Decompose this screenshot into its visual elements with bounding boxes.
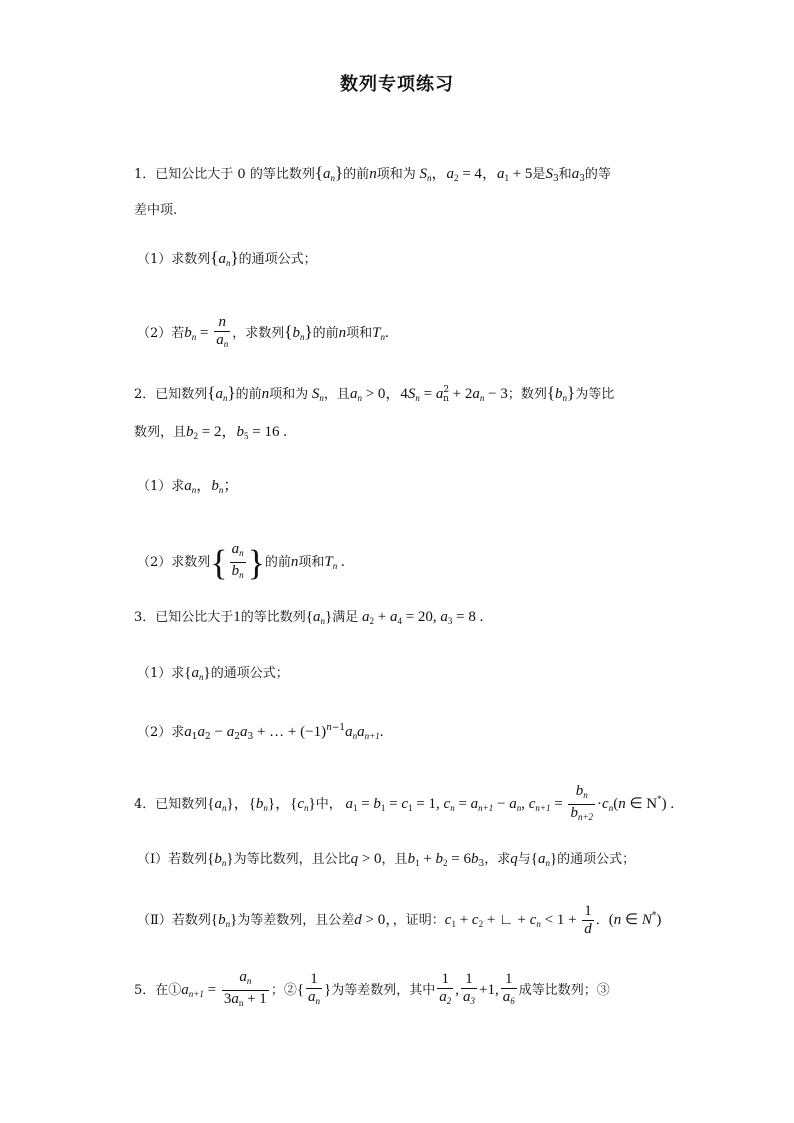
q4p2-text: 为等差数列，且公差 — [237, 913, 355, 928]
q5-text: 为等差数列，其中 — [331, 983, 436, 998]
q1-text: 项和为 — [376, 167, 416, 182]
q1p1-text: 求数列 — [171, 252, 211, 267]
q3-text: 满足 — [332, 610, 359, 625]
question-1-part-2: （2）若$b_n$ = $\frac{n}{a_n}$ ，求数列$\{b_n\}$的前n项和$T_n$. — [137, 314, 389, 353]
question-2-line-1: 2．已知数列$\{a_n\}$的前n项和为 $S_n$，且$a_n > 0$，$4S_n = a^2_n + 2a_n - 3$；数列$\{b_n\}$为等比 — [134, 383, 615, 404]
part-label: （2） — [137, 555, 172, 570]
fraction-1-over-d: $\frac{1}{d}$ — [584, 903, 592, 937]
question-4-number: 4． — [134, 797, 156, 812]
fraction-1-over-a3: $\frac{1}{a_3}$ — [463, 971, 475, 1006]
q2-text: 的前 — [235, 387, 262, 402]
q3-text: 已知公比大于 — [155, 610, 234, 625]
question-3-number: 3． — [134, 610, 156, 625]
q5-text: 在① — [155, 983, 182, 998]
q2-text: 已知数列 — [155, 387, 208, 402]
q2p1-text: 求 — [171, 479, 185, 494]
q1p2-text: 项和 — [346, 326, 373, 341]
fraction-1-over-a2: $\frac{1}{a_2}$ — [439, 971, 452, 1006]
part-label: （1） — [137, 666, 172, 681]
question-4-line-1: 4．已知数列$\{a_n\}$，$\{b_n\}$，$\{c_n\}$中， $a_1 = b_1 = c_1 = 1$, $c_n = a_{n+1} - a_n$, $c_{n+1}$ = $\frac{b_n}{b_{n+2}}$ $\cdot c_n(n$ ∈ N*) . — [134, 783, 674, 826]
question-4-part-1: （Ⅰ）若数列$\{b_n\}$为等比数列，且公比q > 0，且$b_1 + b_2 = 6b_3$，求q与$\{a_n\}$的通项公式； — [137, 851, 636, 869]
q3p1-text: 求 — [171, 666, 185, 681]
question-2-part-2: （2）求数列{ $\frac{a_n}{b_n}$ }的前n项和$T_n$ . — [137, 541, 345, 583]
question-1-line-1: 1．已知公比大于 0 的等比数列$\{a_n\}$的前n项和为 $S_n$，$a_2 = 4$，$a_1 + 5$是$S_3$和$a_3$的等 — [134, 163, 611, 184]
q1-text: 已知公比大于 0 的等比数列 — [155, 167, 315, 182]
question-2-part-1: （1）求$a_n$，$b_n$； — [137, 478, 239, 495]
question-5-number: 5． — [134, 983, 156, 998]
q4-text: 已知数列 — [155, 797, 208, 812]
q4p1-text: 为等比数列，且公比 — [233, 852, 351, 867]
question-4-part-2: （Ⅱ）若数列$\{b_n\}$为等差数列，且公差d > 0，，证明：$c_1 + c_2$ + ∟ + $c_n < 1$ + $\frac{1}{d}$ ．(n ∈ N*) — [137, 903, 662, 937]
question-3-part-1: （1）求$\{a_n\}$的通项公式； — [137, 665, 289, 682]
q2p2-text: 求数列 — [171, 555, 211, 570]
q2-text: ；数列 — [507, 387, 547, 402]
fraction-an-over-3an-plus-1: $\frac{a_n}{3a_n + 1}$ — [223, 969, 267, 1008]
question-2-line-2: 数列，且$b_2 = 2$，$b_5 = 16$ . — [134, 424, 287, 441]
q4p2-text: 若数列 — [171, 913, 211, 928]
q4p1-text: ，求 — [484, 852, 511, 867]
q1p2-text: ，求数列 — [232, 326, 285, 341]
question-2-number: 2． — [134, 387, 156, 402]
q3-text: 的等比数列 — [240, 610, 306, 625]
fraction-1-over-a6: $\frac{1}{a_6}$ — [502, 971, 515, 1006]
part-label: （2） — [137, 725, 172, 740]
fraction-1-over-an: $\frac{1}{a_n}$ — [308, 971, 321, 1006]
part-label: （1） — [137, 479, 172, 494]
q2p2-text: 项和 — [298, 555, 325, 570]
fraction-n-over-an: $\frac{n}{a_n}$ — [216, 314, 229, 349]
question-1-number: 1． — [134, 167, 156, 182]
q3p1-text: 的通项公式； — [210, 666, 289, 681]
part-label: （Ⅰ） — [137, 852, 169, 867]
part-label: （1） — [137, 252, 172, 267]
q4p2-text: ，证明： — [392, 913, 445, 928]
part-label: （Ⅱ） — [137, 913, 172, 928]
q1-text: 是 — [532, 167, 546, 182]
q1p1-text: 的通项公式； — [238, 252, 317, 267]
q5-text: 成等比数列；③ — [518, 983, 610, 998]
q4p1-text: ，且 — [381, 852, 408, 867]
question-1-line-2: 差中项. — [134, 203, 178, 218]
q3p2-text: 求 — [171, 725, 185, 740]
question-3-part-2: （2）求$a_1a_2 - a_2a_3$ + … + $(-1)^{n-1}a_na_{n+1}$. — [137, 723, 384, 742]
q1-text: 的前 — [343, 167, 370, 182]
q1p2-text: 的前 — [312, 326, 339, 341]
question-5-line-1: 5．在$①a_{n+1}$ = $\frac{a_n}{3a_n + 1}$ ；②{ $\frac{1}{a_n}$ }为等差数列，其中 $\frac{1}{a_2}$ , $\frac{1}{a_3}$ +1, $\frac{1}{a_6}$ 成等比数列；③ — [134, 969, 610, 1012]
q2-text: 项和为 — [269, 387, 309, 402]
q4p1-text: 若数列 — [168, 852, 208, 867]
q2-text: 为等比 — [575, 387, 615, 402]
question-1-part-1: （1）求数列$\{a_n\}$的通项公式； — [137, 248, 317, 268]
q4p1-text: 的通项公式； — [557, 852, 636, 867]
q2-text: 数列，且 — [134, 425, 187, 440]
part-label: （2） — [137, 326, 172, 341]
q1p2-text: 若 — [171, 326, 185, 341]
q1-text: 的等 — [584, 167, 611, 182]
q4p2-text: ． — [595, 913, 609, 928]
fraction-an-over-bn: $\frac{a_n}{b_n}$ — [231, 541, 244, 580]
q2p2-text: 的前 — [264, 555, 291, 570]
fraction-bn-over-bn2: $\frac{b_n}{b_{n+2}}$ — [570, 783, 594, 822]
q2-text: ，且 — [323, 387, 350, 402]
q4-text: 中， — [315, 797, 342, 812]
q4p1-text: 与 — [517, 852, 531, 867]
q5-text: ；② — [270, 983, 297, 998]
q1-text: 和 — [558, 167, 572, 182]
page-title: 数列专项练习 — [340, 74, 454, 95]
question-3-line-1: 3．已知公比大于1的等比数列$\{a_n\}$满足 $a_2 + a_4 = 20$, $a_3 = 8$ . — [134, 609, 484, 626]
